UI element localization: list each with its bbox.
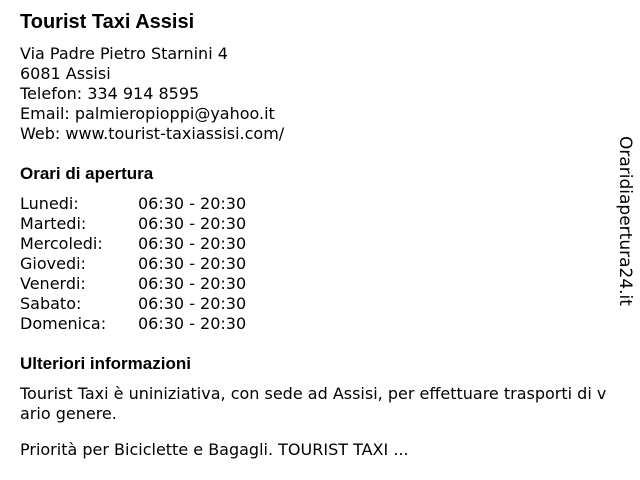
day-label: Domenica: — [20, 314, 107, 333]
day-label: Mercoledi: — [20, 234, 103, 253]
site-watermark: Oraridiapertura24.it — [615, 136, 635, 306]
phone-text: Telefon: 334 914 8595 — [20, 84, 200, 103]
time-range: 06:30 - 20:30 — [138, 314, 247, 333]
description-paragraph: Tourist Taxi è uniniziativa, con sede ad Assisi, per effettuare trasporti di vario genere. — [20, 384, 607, 423]
time-range: 06:30 - 20:30 — [138, 254, 247, 273]
opening-hours-table — [20, 194, 320, 334]
hours-row-tuesday — [20, 214, 320, 234]
description-block — [20, 384, 610, 460]
day-label: Martedi: — [20, 214, 87, 233]
time-range: 06:30 - 20:30 — [138, 234, 247, 253]
day-label: Lunedi: — [20, 194, 79, 213]
hours-row-friday — [20, 274, 320, 294]
hours-row-sunday — [20, 314, 320, 334]
day-label: Venerdi: — [20, 274, 86, 293]
website-text: Web: www.tourist-taxiassisi.com/ — [20, 124, 285, 143]
day-label: Sabato: — [20, 294, 82, 313]
description-paragraph: Priorità per Biciclette e Bagagli. TOURIST TAXI ... — [20, 440, 409, 459]
more-info-heading: Ulteriori informazioni — [20, 354, 191, 373]
address-city: 6081 Assisi — [20, 64, 111, 83]
contact-block — [20, 44, 284, 144]
hours-row-saturday — [20, 294, 320, 314]
time-range: 06:30 - 20:30 — [138, 214, 247, 233]
address-street: Via Padre Pietro Starnini 4 — [20, 44, 228, 63]
opening-hours-heading: Orari di apertura — [20, 164, 154, 183]
time-range: 06:30 - 20:30 — [138, 274, 247, 293]
hours-row-wednesday — [20, 234, 320, 254]
email-text: Email: palmieropioppi@yahoo.it — [20, 104, 275, 123]
hours-row-thursday — [20, 254, 320, 274]
hours-row-monday — [20, 194, 320, 214]
time-range: 06:30 - 20:30 — [138, 294, 247, 313]
time-range: 06:30 - 20:30 — [138, 194, 247, 213]
day-label: Giovedi: — [20, 254, 86, 273]
business-name: Tourist Taxi Assisi — [20, 11, 195, 33]
